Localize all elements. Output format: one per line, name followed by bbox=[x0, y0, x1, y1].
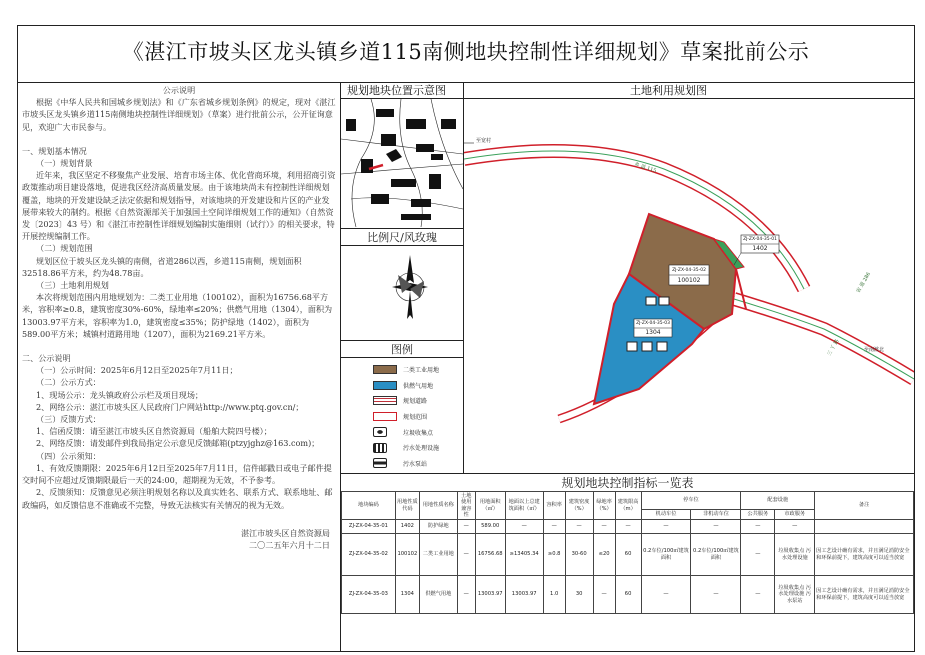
th-nonmotor: 非机动车位 bbox=[691, 510, 741, 520]
table-row bbox=[342, 520, 914, 534]
table-cell: — bbox=[593, 576, 615, 614]
table-cell: 13003.97 bbox=[475, 576, 505, 614]
table-cell: — bbox=[775, 520, 815, 534]
landuse-map-title: 土地利用规划图 bbox=[630, 84, 707, 97]
table-cell: 垃圾收集点 污水处理设施 bbox=[775, 534, 815, 576]
table-cell: ≥0.8 bbox=[543, 534, 565, 576]
th-code: 地块编码 bbox=[342, 492, 396, 520]
th-public: 公共服务 bbox=[741, 510, 775, 520]
table-cell: — bbox=[741, 520, 775, 534]
table-cell: 30 bbox=[565, 576, 593, 614]
table-cell: 防护绿地 bbox=[419, 520, 457, 534]
legend-label-garbage: 垃圾收集点 bbox=[403, 429, 434, 437]
table-cell: 垃圾收集点 污水处理设施 污水泵站 bbox=[775, 576, 815, 614]
table-cell: 0.2车位/100㎡建筑面积 bbox=[691, 534, 741, 576]
table-cell: 供燃气用地 bbox=[419, 576, 457, 614]
page-title: 《湛江市坡头区龙头镇乡道115南侧地块控制性详细规划》草案批前公示 bbox=[122, 40, 810, 64]
th-height: 建筑限高（m） bbox=[615, 492, 641, 520]
notes-deadline: 1、有效反馈期限：2025年6月12日至2025年7月11日，信件邮戳日或电子邮件提交时间不应超过反馈期限最后一天的24:00，超期视为无效，不予参考。 bbox=[22, 462, 332, 486]
village-label: 至宽村 bbox=[476, 138, 492, 144]
feedback-heading: （三）反馈方式： bbox=[36, 414, 101, 425]
table-cell: 二类工业用地 bbox=[419, 534, 457, 576]
legend-swatch-industrial bbox=[373, 365, 397, 374]
legend-item-garbage bbox=[373, 424, 439, 440]
table-cell: — bbox=[543, 520, 565, 534]
plot-02-use: 100102 bbox=[677, 277, 701, 284]
table-cell bbox=[815, 520, 914, 534]
table-cell: 30-60 bbox=[565, 534, 593, 576]
legend-item-road bbox=[373, 393, 439, 409]
th-parking: 停车位 bbox=[641, 492, 741, 510]
legend-item-industrial bbox=[373, 362, 439, 378]
table-cell: — bbox=[641, 576, 691, 614]
table-cell: 60 bbox=[615, 534, 641, 576]
table-cell: 16756.68 bbox=[475, 534, 505, 576]
th-compat: 土地使用兼容性 bbox=[457, 492, 475, 520]
background-text: 近年来，我区坚定不移聚焦产业发展、培育市场主体、优化营商环境，利用招商引资政策推动项目建设落地，促进我区经济高质量发展。由于该地块尚未有控制性详细规划覆盖，地块的开发建设缺乏法定依据和规划指导，对该地块的开发建设和片区的产业发展带来较大的制约。根据《自然资源部关于加强国土空间详细规划工作的通知》（自然资发〔2023〕43 号）和《湛江市控制性详细规划编制实施细则（试行）》的相关要求，特开展控规编制工作。 bbox=[22, 170, 336, 242]
control-table-title: 规划地块控制指标一览表 bbox=[341, 473, 914, 491]
table-cell: — bbox=[457, 576, 475, 614]
table-cell: 589.00 bbox=[475, 520, 505, 534]
table-cell: ZJ-ZX-04-35-02 bbox=[342, 534, 396, 576]
table-cell: ≥13405.34 bbox=[505, 534, 543, 576]
table-cell: 1.0 bbox=[543, 576, 565, 614]
location-map-title: 规划地块位置示意图 bbox=[347, 84, 446, 97]
publicity-method-heading: （二）公示方式： bbox=[36, 377, 101, 388]
feedback-email: 2、网络反馈：请发邮件到我局指定公示意见反馈邮箱(ptzyjghz@163.com)； bbox=[36, 438, 320, 449]
table-cell: — bbox=[691, 520, 741, 534]
th-area: 用地面积（㎡） bbox=[475, 492, 505, 520]
landuse-map-drawing bbox=[464, 99, 914, 473]
table-header-row bbox=[342, 492, 914, 510]
issuing-org: 湛江市坡头区自然资源局 bbox=[240, 527, 330, 538]
table-row bbox=[342, 534, 914, 576]
table-cell: 1304 bbox=[395, 576, 419, 614]
legend-item-pump bbox=[373, 456, 439, 472]
th-motor: 机动车位 bbox=[641, 510, 691, 520]
legend bbox=[373, 362, 439, 471]
th-use-name: 用地性质名称 bbox=[419, 492, 457, 520]
th-green: 绿地率（%） bbox=[593, 492, 615, 520]
th-floor-area: 地面以上总建筑面积（㎡） bbox=[505, 492, 543, 520]
issue-date: 二〇二五年六月十二日 bbox=[249, 539, 330, 550]
section-1-2-heading: （二）规划范围 bbox=[36, 243, 93, 254]
table-cell: — bbox=[691, 576, 741, 614]
table-row bbox=[342, 576, 914, 614]
legend-item-boundary bbox=[373, 409, 439, 425]
table-cell: 13003.97 bbox=[505, 576, 543, 614]
control-table bbox=[341, 491, 914, 614]
location-map bbox=[341, 99, 463, 227]
legend-swatch-road bbox=[373, 396, 397, 405]
section-1-heading: 一、规划基本情况 bbox=[22, 145, 87, 156]
section-1-3-heading: （三）土地利用规划 bbox=[36, 280, 109, 291]
table-cell: 100102 bbox=[395, 534, 419, 576]
table-cell: 60 bbox=[615, 576, 641, 614]
section-2-heading: 二、公示说明 bbox=[22, 353, 71, 364]
road-115-label: 乡 道 115 bbox=[633, 161, 657, 175]
table-cell: — bbox=[615, 520, 641, 534]
publicity-onsite: 1、现场公示：龙头镇政府公示栏及项目现场； bbox=[36, 389, 204, 400]
th-municipal: 市政服务 bbox=[775, 510, 815, 520]
notes-requirements: 2、反馈须知：反馈意见必须注明规划名称以及真实姓名、联系方式、联系地址、邮政编码，如反馈信息不准确或不完整，导致无法核实有关情况的视为无效。 bbox=[22, 487, 333, 510]
table-cell: — bbox=[593, 520, 615, 534]
notes-heading: （四）公示须知： bbox=[36, 450, 101, 461]
table-cell: — bbox=[505, 520, 543, 534]
th-density: 建筑密度（%） bbox=[565, 492, 593, 520]
table-cell: — bbox=[741, 576, 775, 614]
plot-01-use: 1402 bbox=[752, 245, 768, 252]
th-notes: 备注 bbox=[815, 492, 914, 520]
table-cell: — bbox=[565, 520, 593, 534]
legend-swatch-boundary bbox=[373, 412, 397, 421]
landuse-map bbox=[464, 99, 914, 473]
plot-03-use: 1304 bbox=[645, 329, 661, 336]
wind-rose bbox=[390, 253, 430, 327]
scope-text: 规划区位于坡头区龙头镇的南侧，省道286以西，乡道115南侧，规划面积32518.86平方米，约为48.78亩。 bbox=[22, 255, 302, 278]
location-map-drawing bbox=[341, 99, 463, 227]
table-cell: 1402 bbox=[395, 520, 419, 534]
th-far: 容积率 bbox=[543, 492, 565, 520]
table-cell: — bbox=[641, 520, 691, 534]
legend-label-boundary: 规划范围 bbox=[403, 414, 428, 422]
publicity-online: 2、网络公示：湛江市坡头区人民政府门户网站http://www.ptq.gov.cn/； bbox=[36, 401, 304, 412]
legend-swatch-gas bbox=[373, 381, 397, 390]
table-cell: ≤20 bbox=[593, 534, 615, 576]
scale-rose-title: 比例尺/风玫瑰 bbox=[341, 228, 463, 246]
table-cell: — bbox=[457, 534, 475, 576]
table-cell: ZJ-ZX-04-35-03 bbox=[342, 576, 396, 614]
landuse-text: 本次将规划范围内用地规划为：二类工业用地（100102），面积为16756.68平方米，容积率≥0.8，建筑密度30%-60%，绿地率≤20%；供燃气用地（1304），面积为13003.97平方米，容积率为1.0，建筑密度≤35%；防护绿地（1402），面积为589.00平方米；城镇村道路用地（1207），面积为2169.21平方米。 bbox=[22, 292, 333, 339]
legend-item-sewage bbox=[373, 440, 439, 456]
th-facilities: 配套设施 bbox=[741, 492, 815, 510]
feedback-letter: 1、信函反馈：请至湛江市坡头区自然资源局（船舶大院四号楼）； bbox=[36, 426, 272, 437]
th-use-code: 用地性质代码 bbox=[395, 492, 419, 520]
title-divider bbox=[17, 82, 915, 83]
publicity-time: （一）公示时间：2025年6月12日至2025年7月11日； bbox=[36, 365, 238, 376]
table-cell: ZJ-ZX-04-35-01 bbox=[342, 520, 396, 534]
notice-intro: 根据《中华人民共和国城乡规划法》和《广东省城乡规划条例》的规定，现对《湛江市坡头区龙头镇乡道115南侧地块控制性详细规划》（草案）进行批前公示，公开征询意见，欢迎广大市民参与。 bbox=[22, 97, 336, 132]
legend-label-sewage: 污水处理设施 bbox=[403, 445, 440, 453]
notice-column bbox=[22, 84, 336, 551]
legend-label-gas: 供燃气用地 bbox=[403, 382, 434, 390]
sewage-facility-icon bbox=[373, 443, 387, 453]
wind-rose-drawing bbox=[390, 253, 430, 323]
legend-label-road: 规划道路 bbox=[403, 398, 428, 406]
table-cell: 因工艺设计确有需求，并且满足消防安全和环保前提下，建筑高度可以适当放宽 bbox=[815, 576, 914, 614]
side-road-label: 至南渡北 bbox=[864, 347, 885, 353]
legend-title: 图例 bbox=[341, 340, 463, 358]
table-cell: 0.2车位/100㎡建筑面积 bbox=[641, 534, 691, 576]
legend-label-industrial: 二类工业用地 bbox=[403, 367, 440, 375]
plot-02-code: ZJ-ZX-04-35-02 bbox=[672, 268, 706, 273]
road-a-label: 省 道 286 bbox=[855, 271, 873, 295]
plot-03-code: ZJ-ZX-04-35-03 bbox=[636, 321, 670, 326]
plot-01-code: ZJ-ZX-04-35-01 bbox=[743, 237, 777, 242]
notice-heading: 公示说明 bbox=[162, 85, 196, 95]
section-1-1-heading: （一）规划背景 bbox=[36, 158, 93, 169]
pump-station-icon bbox=[373, 458, 387, 468]
table-cell: — bbox=[457, 520, 475, 534]
table-cell: — bbox=[741, 534, 775, 576]
legend-label-pump: 污水泵站 bbox=[403, 460, 428, 468]
legend-item-gas bbox=[373, 378, 439, 394]
table-cell: 因工艺设计确有需求，并且满足消防安全和环保前提下，建筑高度可以适当放宽 bbox=[815, 534, 914, 576]
garbage-point-icon bbox=[373, 427, 387, 437]
road-b-label: 三 丫 路 bbox=[826, 338, 841, 358]
